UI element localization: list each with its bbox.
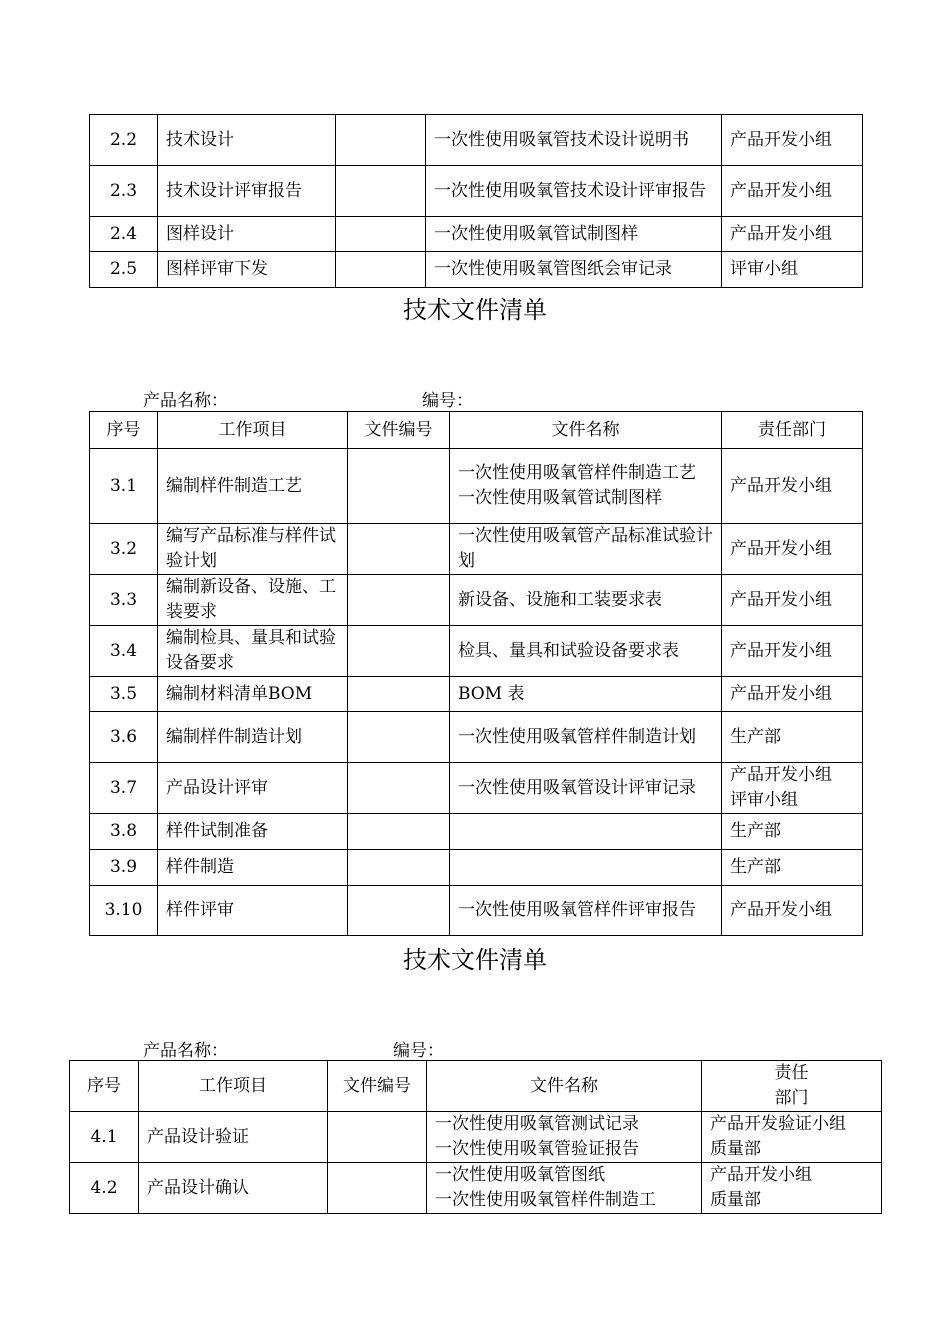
file-code [348,575,450,626]
header-file-code: 文件编号 [328,1061,427,1112]
section-title: 技术文件清单 [403,296,547,324]
file-name: 一次性使用吸氧管技术设计评审报告 [426,166,722,217]
file-code [336,166,426,217]
header-file-name: 文件名称 [450,412,722,449]
file-name [450,524,722,575]
header-department-line: 部门 [774,1088,809,1108]
file-name-line: 一次性使用吸氧管样件制造工 [435,1190,656,1210]
file-code [336,252,426,288]
work-item: 技术设计 [158,115,336,166]
file-name-line: 一次性使用吸氧管测试记录 [435,1114,639,1134]
table-row [90,449,863,524]
file-name [450,449,722,524]
department-line: 评审小组 [730,790,798,810]
department: 评审小组 [722,252,863,288]
file-name-line: 一次性使用吸氧管产品标准试验计划 [458,526,713,571]
header-file-name: 文件名称 [427,1061,702,1112]
file-name [450,575,722,626]
file-name [450,886,722,936]
work-item: 产品设计验证 [139,1112,328,1163]
file-code [348,763,450,814]
table-row [90,886,863,936]
department [702,1112,882,1163]
table-row [90,763,863,814]
row-number: 3.5 [90,677,158,712]
row-number: 3.10 [90,886,158,936]
row-number: 4.1 [70,1112,139,1163]
file-name-line: 一次性使用吸氧管样件评审报告 [458,900,696,920]
file-code [348,677,450,712]
row-number: 2.2 [90,115,158,166]
department [722,712,863,763]
file-name [427,1112,702,1163]
department-line: 产品开发小组 [730,765,832,785]
row-number: 2.5 [90,252,158,288]
department-line: 产品开发小组 [730,538,832,559]
department-line: 产品开发小组 [710,1165,812,1185]
file-name [450,712,722,763]
file-name-line: 一次性使用吸氧管设计评审记录 [458,777,696,798]
file-name: 一次性使用吸氧管图纸会审记录 [426,252,722,288]
work-item: 产品设计评审 [158,763,348,814]
file-code [328,1163,427,1214]
row-number: 2.3 [90,166,158,217]
document-number-label: 编号： [422,391,473,411]
work-item: 编写产品标准与样件试验计划 [158,524,348,575]
department: 产品开发小组 [722,115,863,166]
table-row [90,712,863,763]
header-department: 责任部门 [722,412,863,449]
header-number: 序号 [90,412,158,449]
file-code [348,886,450,936]
table-row [90,850,863,886]
work-item: 样件评审 [158,886,348,936]
table-row [90,814,863,850]
department: 产品开发小组 [722,166,863,217]
department-line: 产品开发验证小组 [710,1114,846,1134]
department [722,449,863,524]
work-item: 编制材料清单BOM [158,677,348,712]
row-number: 3.9 [90,850,158,886]
header-department [702,1061,882,1112]
department-line: 生产部 [730,857,781,877]
department-line: 产品开发小组 [730,683,832,704]
table-row [90,252,863,288]
file-name [450,763,722,814]
file-name [427,1163,702,1214]
work-item: 产品设计确认 [139,1163,328,1214]
work-item: 编制样件制造计划 [158,712,348,763]
table-row [90,626,863,677]
table-row [90,575,863,626]
document-number-label: 编号： [393,1041,444,1061]
file-code [348,814,450,850]
file-name [450,626,722,677]
header-work-item: 工作项目 [158,412,348,449]
file-code [348,449,450,524]
header-department-line: 责任 [774,1063,809,1083]
department [722,524,863,575]
file-code [348,712,450,763]
row-number: 3.7 [90,763,158,814]
technical-documents-table [89,411,863,936]
table-row [70,1112,882,1163]
table-row [90,677,863,712]
work-item: 图样设计 [158,217,336,252]
department-line: 生产部 [730,821,781,841]
file-code [348,524,450,575]
header-work-item: 工作项目 [139,1061,328,1112]
work-item: 编制检具、量具和试验设备要求 [158,626,348,677]
work-item: 编制新设备、设施、工装要求 [158,575,348,626]
department [722,677,863,712]
table-row [90,217,863,252]
department-line: 生产部 [730,726,781,747]
row-number: 3.2 [90,524,158,575]
department [722,886,863,936]
file-name-line: 一次性使用吸氧管图纸 [435,1165,605,1185]
row-number: 3.8 [90,814,158,850]
department [722,575,863,626]
department [722,814,863,850]
department-line: 产品开发小组 [730,640,832,661]
row-number: 3.6 [90,712,158,763]
work-item: 编制样件制造工艺 [158,449,348,524]
file-code [336,115,426,166]
file-code [348,850,450,886]
product-name-label: 产品名称： [143,1041,228,1061]
file-name-line: 一次性使用吸氧管样件制造工艺 [458,463,696,483]
work-item: 图样评审下发 [158,252,336,288]
file-name-line: 检具、量具和试验设备要求表 [458,640,679,661]
department [722,763,863,814]
row-number: 3.4 [90,626,158,677]
file-name: 一次性使用吸氧管技术设计说明书 [426,115,722,166]
department [722,850,863,886]
product-name-label: 产品名称： [143,391,228,411]
table-header-row [70,1061,882,1112]
continuation-table [89,114,863,288]
row-number: 4.2 [70,1163,139,1214]
file-code [336,217,426,252]
row-number: 2.4 [90,217,158,252]
file-name [450,850,722,886]
table-row [90,166,863,217]
file-name [450,677,722,712]
table-row [70,1163,882,1214]
file-name-line: 一次性使用吸氧管验证报告 [435,1139,639,1159]
department [702,1163,882,1214]
section-title: 技术文件清单 [403,946,547,974]
table-header-row [90,412,863,449]
work-item: 样件试制准备 [158,814,348,850]
row-number: 3.1 [90,449,158,524]
file-name [450,814,722,850]
work-item: 样件制造 [158,850,348,886]
department: 产品开发小组 [722,217,863,252]
file-name-line: 一次性使用吸氧管试制图样 [458,488,662,508]
department-line: 质量部 [710,1190,761,1210]
header-file-code: 文件编号 [348,412,450,449]
header-number: 序号 [70,1061,139,1112]
department [722,626,863,677]
department-line: 产品开发小组 [730,475,832,496]
technical-documents-table [69,1060,882,1214]
department-line: 质量部 [710,1139,761,1159]
file-name: 一次性使用吸氧管试制图样 [426,217,722,252]
department-line: 产品开发小组 [730,900,832,920]
table-row [90,115,863,166]
file-code [328,1112,427,1163]
row-number: 3.3 [90,575,158,626]
file-name-line: 一次性使用吸氧管样件制造计划 [458,726,696,747]
work-item: 技术设计评审报告 [158,166,336,217]
department-line: 产品开发小组 [730,589,832,610]
file-name-line: 新设备、设施和工装要求表 [458,589,662,610]
file-name-line: BOM 表 [458,683,525,704]
file-code [348,626,450,677]
table-row [90,524,863,575]
